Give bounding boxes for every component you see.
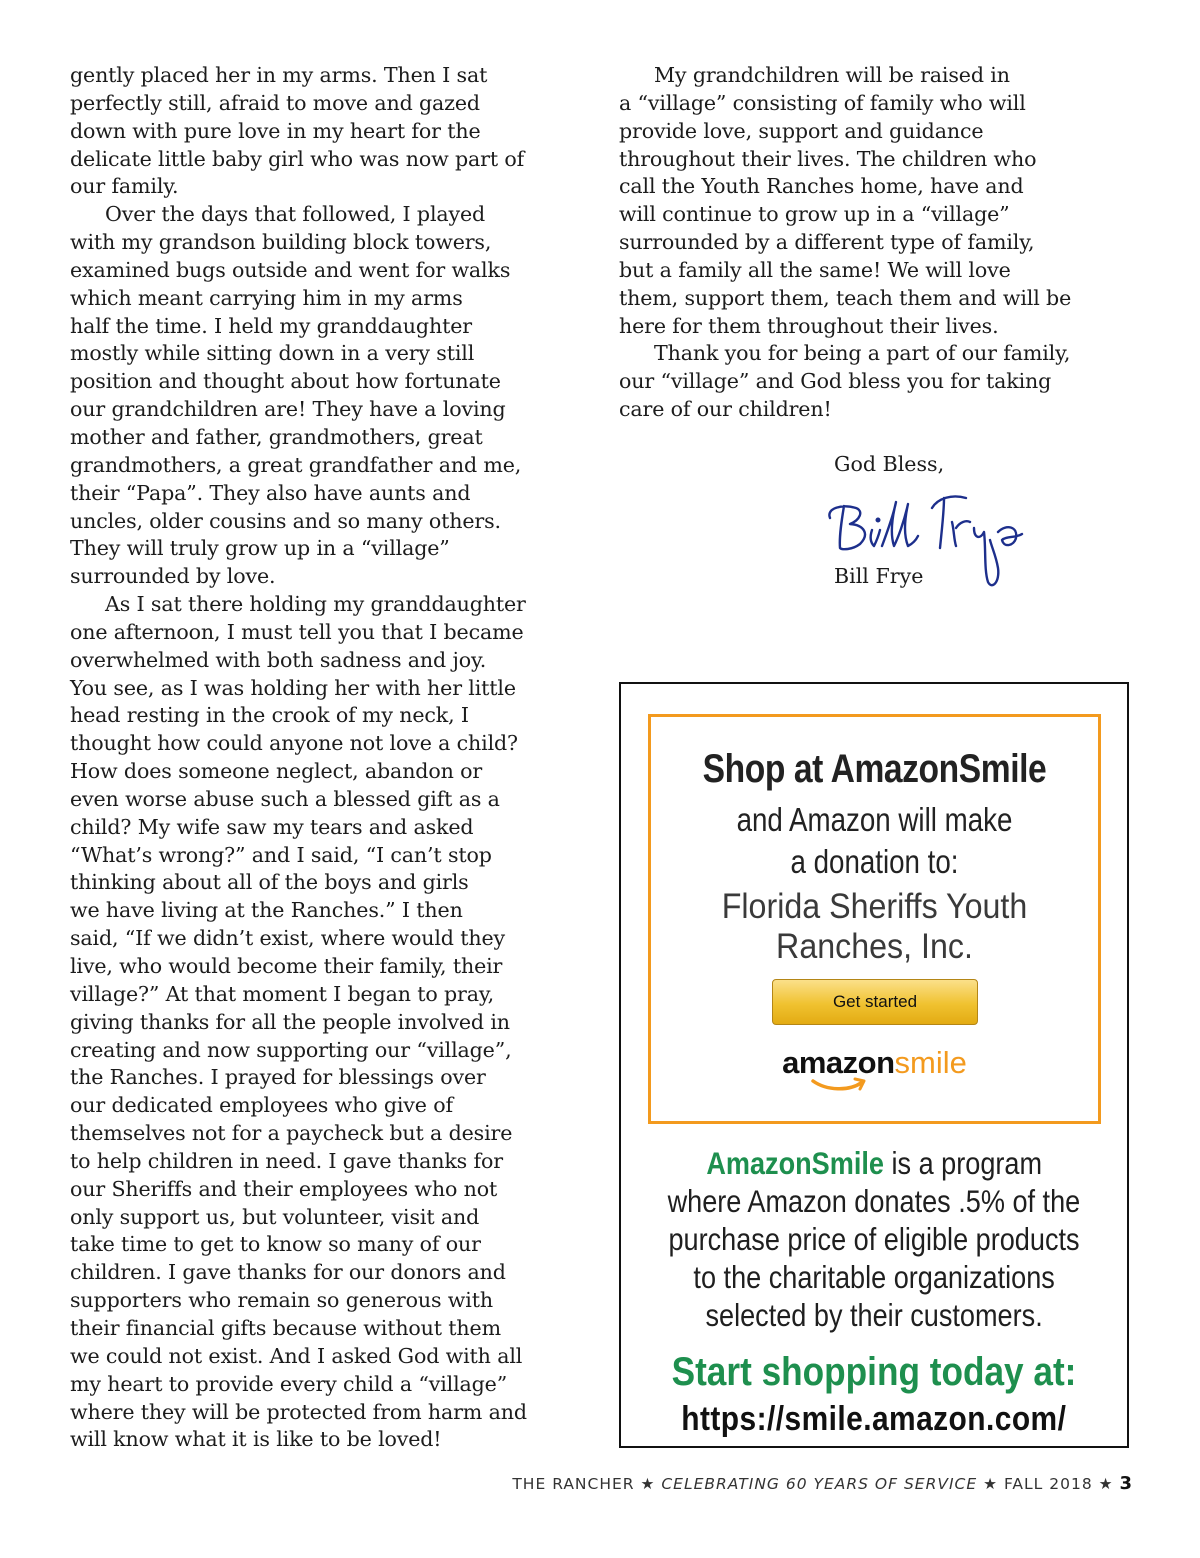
text-line: will know what it is like to be loved!: [70, 1427, 442, 1452]
text-line: child? My wife saw my tears and asked: [70, 814, 474, 839]
text-line: themselves not for a paycheck but a desire: [70, 1121, 513, 1146]
tagline: CELEBRATING 60 YEARS OF SERVICE: [661, 1475, 978, 1493]
smile-url-link[interactable]: [619, 1400, 1129, 1439]
text-line: How does someone neglect, abandon or: [70, 759, 483, 784]
text-line: surrounded by love.: [70, 564, 276, 589]
text-line: “What’s wrong?” and I said, “I can’t stop: [70, 842, 492, 867]
text-line: even worse abuse such a blessed gift as a: [70, 786, 500, 811]
text-line: children. I gave thanks for our donors and: [70, 1260, 506, 1285]
text-line: giving thanks for all the people involved in: [70, 1009, 510, 1034]
ad-organization: Ranches, Inc.: [776, 927, 973, 966]
promo-line: is a program: [883, 1145, 1042, 1181]
text-line: Thank you for being a part of our family,: [654, 341, 1071, 366]
text-line: we have living at the Ranches.” I then: [70, 898, 463, 923]
promo-brand: AmazonSmile: [706, 1145, 884, 1181]
text-line: our “village” and God bless you for taking: [619, 369, 1052, 394]
text-line: the Ranches. I prayed for blessings over: [70, 1065, 486, 1090]
promo-text: [619, 1297, 1129, 1334]
promo-line: to the charitable organizations: [693, 1259, 1055, 1295]
smile-url-text[interactable]: https://smile.amazon.com/: [681, 1400, 1067, 1438]
text-line: They will truly grow up in a “village”: [70, 536, 450, 561]
text-line: we could not exist. And I asked God with all: [70, 1343, 523, 1368]
text-line: where they will be protected from harm and: [70, 1399, 527, 1424]
smile-arrow-icon: [809, 1077, 869, 1095]
text-line: them, support them, teach them and will be: [619, 285, 1072, 310]
logo-smile-text: smile: [894, 1045, 967, 1080]
text-line: thought how could anyone not love a child?: [70, 731, 518, 756]
text-line: throughout their lives. The children who: [619, 146, 1037, 171]
text-line: My grandchildren will be raised in: [654, 63, 1010, 87]
text-line: said, “If we didn’t exist, where would they: [70, 926, 505, 951]
text-line: delicate little baby girl who was now part of: [70, 146, 525, 171]
text-line: surrounded by a different type of family,: [619, 230, 1035, 255]
text-line: care of our children!: [619, 397, 832, 422]
text-line: village?” At that moment I began to pray,: [70, 981, 494, 1006]
text-line: call the Youth Ranches home, have and: [619, 174, 1024, 199]
text-line: position and thought about how fortunate: [70, 369, 501, 394]
ad-organization: Florida Sheriffs Youth: [721, 887, 1028, 926]
amazonsmile-banner[interactable]: [648, 714, 1101, 1124]
promo-line: purchase price of eligible products: [668, 1221, 1080, 1257]
text-line: take time to get to know so many of our: [70, 1232, 481, 1257]
text-line: mother and father, grandmothers, great: [70, 424, 483, 449]
text-line: gently placed her in my arms. Then I sat: [70, 63, 488, 87]
text-line: my heart to provide every child a “village”: [70, 1371, 508, 1396]
text-line: supporters who remain so generous with: [70, 1288, 493, 1313]
text-line: perfectly still, afraid to move and gazed: [70, 90, 480, 115]
promo-text: [619, 1183, 1129, 1220]
promo-text: [619, 1221, 1129, 1258]
text-line: our Sheriffs and their employees who not: [70, 1176, 498, 1201]
separator-star-icon: ★: [983, 1475, 998, 1493]
issue-date: FALL 2018: [1003, 1475, 1093, 1493]
text-line: to help children in need. I gave thanks for: [70, 1148, 503, 1173]
ad-subheading: a donation to:: [790, 843, 959, 880]
text-line: thinking about all of the boys and girls: [70, 870, 469, 895]
closing-salutation: God Bless,: [834, 452, 945, 476]
text-line: one afternoon, I must tell you that I became: [70, 619, 524, 644]
ad-subheading: and Amazon will make: [736, 801, 1013, 838]
text-line: grandmothers, a great grandfather and me,: [70, 452, 522, 477]
text-line: live, who would become their family, their: [70, 954, 503, 978]
text-line: down with pure love in my heart for the: [70, 118, 481, 143]
text-line: will continue to grow up in a “village”: [619, 202, 1010, 227]
page-footer: [500, 1473, 1132, 1494]
get-started-button[interactable]: Get started: [772, 979, 978, 1025]
text-line: a “village” consisting of family who will: [619, 90, 1026, 115]
promo-line: where Amazon donates .5% of the: [667, 1183, 1081, 1219]
text-line: uncles, older cousins and so many others.: [70, 508, 501, 533]
text-line: our dedicated employees who give of: [70, 1093, 453, 1118]
text-line: our grandchildren are! They have a loving: [70, 397, 506, 422]
text-line: overwhelmed with both sadness and joy.: [70, 647, 487, 672]
text-line: provide love, support and guidance: [619, 118, 984, 143]
promo-text: [619, 1259, 1129, 1296]
text-line: mostly while sitting down in a very still: [70, 341, 475, 366]
text-line: which meant carrying him in my arms: [70, 285, 463, 310]
text-line: examined bugs outside and went for walks: [70, 257, 511, 282]
text-line: only support us, but volunteer, visit and: [70, 1204, 480, 1229]
text-line: You see, as I was holding her with her little: [70, 675, 516, 700]
publication-name: THE RANCHER: [512, 1475, 635, 1493]
text-line: our family.: [70, 174, 179, 199]
text-line: Over the days that followed, I played: [105, 202, 486, 227]
right-column: [619, 62, 1139, 424]
promo-text: [619, 1145, 1129, 1182]
separator-star-icon: ★: [640, 1475, 656, 1493]
text-line: As I sat there holding my granddaughter: [105, 592, 526, 617]
text-line: their “Papa”. They also have aunts and: [70, 480, 471, 505]
text-line: here for them throughout their lives.: [619, 313, 999, 338]
text-line: their financial gifts because without them: [70, 1315, 501, 1340]
separator-star-icon: ★: [1098, 1475, 1114, 1493]
amazonsmile-logo: [651, 1045, 1098, 1081]
text-line: creating and now supporting our “village”,: [70, 1037, 512, 1062]
page-number: 3: [1119, 1473, 1132, 1494]
text-line: head resting in the crook of my neck, I: [70, 703, 469, 728]
promo-line: selected by their customers.: [705, 1297, 1043, 1333]
cta-heading-text: Start shopping today at:: [671, 1350, 1077, 1394]
cta-heading: [619, 1350, 1129, 1395]
signer-name: Bill Frye: [834, 564, 924, 588]
text-line: but a family all the same! We will love: [619, 257, 1011, 282]
text-line: with my grandson building block towers,: [70, 230, 492, 255]
left-column: [70, 62, 590, 1454]
ad-heading: Shop at AmazonSmile: [702, 747, 1047, 791]
logo-amazon-text: amazon: [782, 1045, 895, 1080]
text-line: half the time. I held my granddaughter: [70, 313, 472, 338]
